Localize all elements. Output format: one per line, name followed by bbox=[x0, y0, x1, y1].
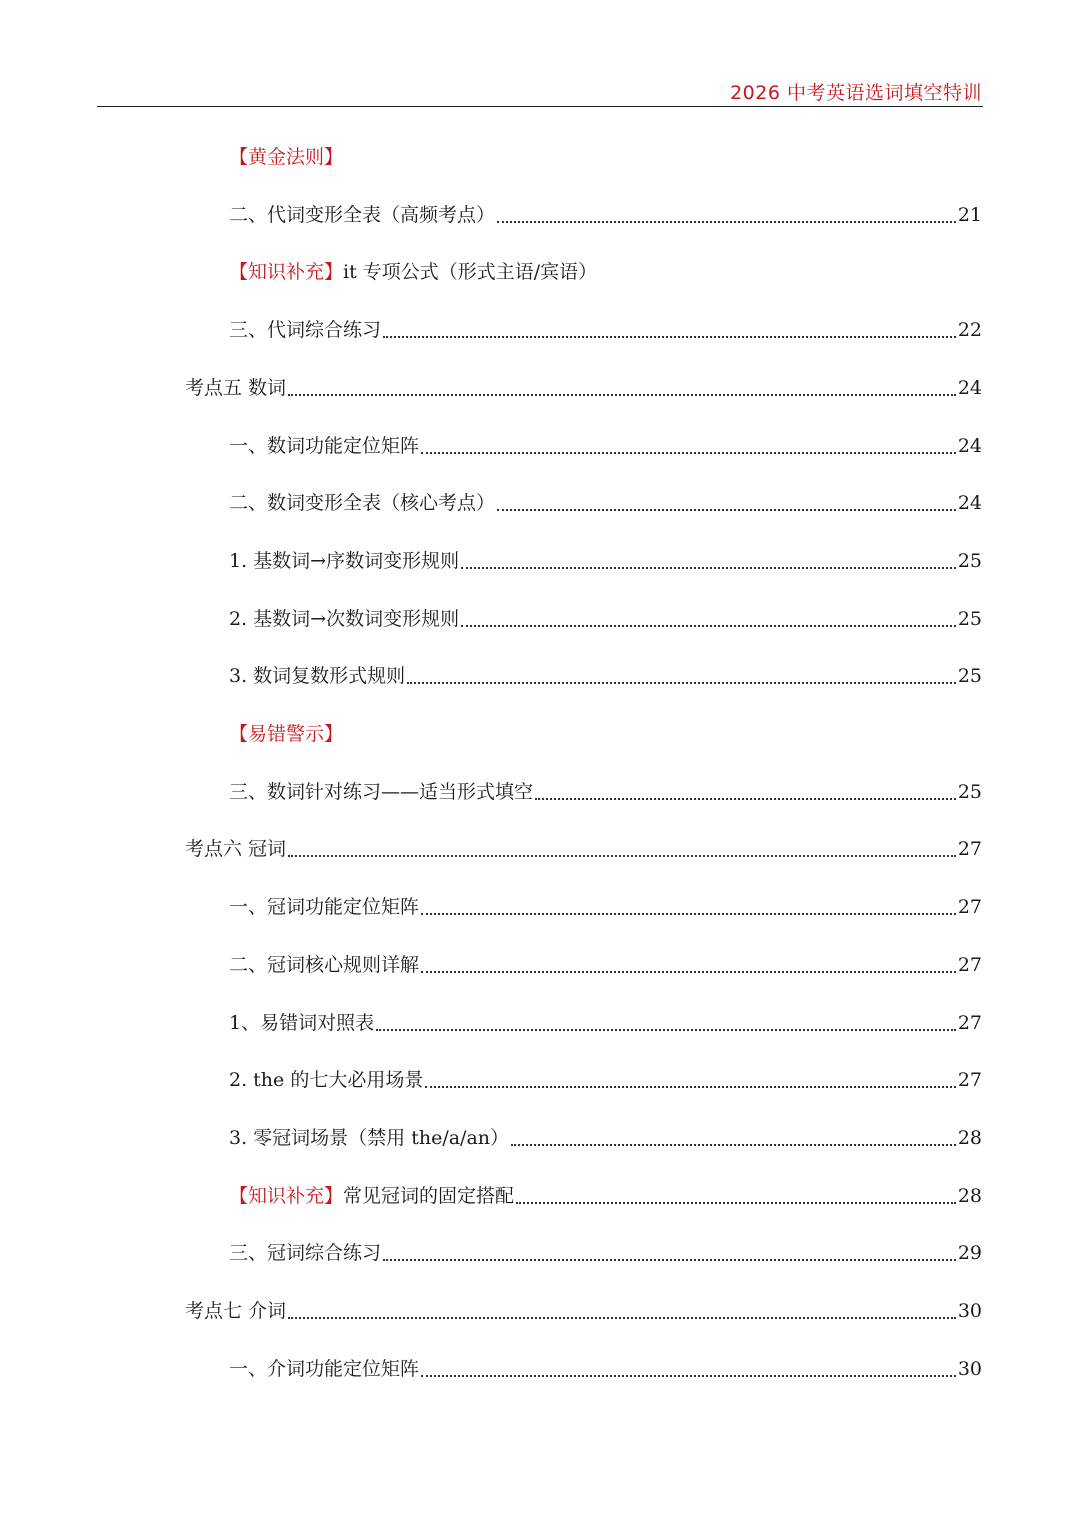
toc-page-number: 24 bbox=[957, 492, 982, 514]
toc-entry-label: 二、数词变形全表（核心考点） bbox=[229, 492, 496, 514]
toc-entry-label: 1. 基数词→序数词变形规则 bbox=[229, 550, 460, 572]
toc-entry[interactable] bbox=[229, 1008, 982, 1038]
toc-dot-leader bbox=[421, 971, 956, 973]
toc-dot-leader bbox=[535, 798, 956, 800]
toc-entry-label: 考点六 冠词 bbox=[185, 838, 287, 860]
toc-entry[interactable] bbox=[229, 200, 982, 230]
toc-entry[interactable] bbox=[229, 142, 343, 172]
toc-entry-label: 一、冠词功能定位矩阵 bbox=[229, 896, 420, 918]
toc-entry[interactable] bbox=[229, 257, 597, 287]
toc-dot-leader bbox=[421, 913, 956, 915]
toc-entry[interactable] bbox=[229, 1354, 982, 1384]
toc-dot-leader bbox=[383, 336, 956, 338]
toc-entry-label: 一、数词功能定位矩阵 bbox=[229, 435, 420, 457]
toc-dot-leader bbox=[497, 221, 956, 223]
toc-page-number: 24 bbox=[957, 435, 982, 457]
toc-entry[interactable] bbox=[229, 604, 982, 634]
toc-dot-leader bbox=[288, 1317, 956, 1319]
toc-dot-leader bbox=[516, 1202, 956, 1204]
toc-entry-label: 二、代词变形全表（高频考点） bbox=[229, 204, 496, 226]
toc-dot-leader bbox=[288, 394, 956, 396]
toc-dot-leader bbox=[461, 567, 956, 569]
toc-entry[interactable] bbox=[229, 777, 982, 807]
toc-page-number: 25 bbox=[957, 781, 982, 803]
toc-page-number: 27 bbox=[957, 838, 982, 860]
toc-dot-leader bbox=[376, 1029, 956, 1031]
toc-page-number: 25 bbox=[957, 608, 982, 630]
toc-entry-label: 三、代词综合练习 bbox=[229, 319, 382, 341]
toc-section-entry[interactable] bbox=[185, 373, 982, 403]
toc-entry-label: 考点七 介词 bbox=[185, 1300, 287, 1322]
toc-page-number: 30 bbox=[957, 1358, 982, 1380]
toc-dot-leader bbox=[497, 509, 956, 511]
toc-page-number: 25 bbox=[957, 665, 982, 687]
toc-entry[interactable] bbox=[229, 1065, 982, 1095]
toc-dot-leader bbox=[383, 1259, 956, 1261]
toc-page-number: 29 bbox=[957, 1242, 982, 1264]
toc-entry[interactable] bbox=[229, 431, 982, 461]
toc-entry-label: 3. 零冠词场景（禁用 the/a/an） bbox=[229, 1127, 510, 1149]
toc-entry-label: 一、介词功能定位矩阵 bbox=[229, 1358, 420, 1380]
toc-dot-leader bbox=[511, 1144, 956, 1146]
toc-dot-leader bbox=[425, 1086, 955, 1088]
toc-section-entry[interactable] bbox=[185, 1296, 982, 1326]
toc-entry-tag: 【知识补充】 bbox=[229, 1185, 344, 1207]
toc-entry[interactable] bbox=[229, 546, 982, 576]
toc-dot-leader bbox=[461, 625, 956, 627]
toc-entry-label: 常见冠词的固定搭配 bbox=[343, 1185, 515, 1207]
toc-page-number: 25 bbox=[957, 550, 982, 572]
toc-page-number: 28 bbox=[957, 1127, 982, 1149]
toc-entry-tag: 【易错警示】 bbox=[229, 723, 344, 745]
toc-page-number: 30 bbox=[957, 1300, 982, 1322]
toc-page-number: 28 bbox=[957, 1185, 982, 1207]
toc-entry-label: 2. the 的七大必用场景 bbox=[229, 1069, 424, 1091]
toc-entry-tag: 【知识补充】 bbox=[229, 261, 344, 283]
running-header-title: 2026 中考英语选词填空特训 bbox=[730, 82, 982, 104]
toc-entry-label: 3. 数词复数形式规则 bbox=[229, 665, 406, 687]
toc-entry-label: it 专项公式（形式主语/宾语） bbox=[343, 261, 598, 283]
toc-page-number: 27 bbox=[957, 1012, 982, 1034]
header-divider bbox=[97, 106, 983, 107]
toc-entry-label: 三、冠词综合练习 bbox=[229, 1242, 382, 1264]
toc-entry[interactable] bbox=[229, 661, 982, 691]
toc-entry[interactable] bbox=[229, 315, 982, 345]
toc-page-number: 27 bbox=[957, 954, 982, 976]
toc-entry-label: 1、易错词对照表 bbox=[229, 1012, 375, 1034]
toc-page-number: 24 bbox=[957, 377, 982, 399]
toc-dot-leader bbox=[421, 452, 956, 454]
toc-page-number: 27 bbox=[957, 1069, 982, 1091]
toc-entry-label: 考点五 数词 bbox=[185, 377, 287, 399]
toc-entry[interactable] bbox=[229, 1123, 982, 1153]
toc-dot-leader bbox=[421, 1375, 956, 1377]
toc-page-number: 21 bbox=[957, 204, 982, 226]
toc-dot-leader bbox=[407, 682, 956, 684]
toc-entry[interactable] bbox=[229, 1238, 982, 1268]
toc-entry-label: 2. 基数词→次数词变形规则 bbox=[229, 608, 460, 630]
toc-section-entry[interactable] bbox=[185, 834, 982, 864]
toc-page-number: 22 bbox=[957, 319, 982, 341]
toc-entry[interactable] bbox=[229, 1181, 982, 1211]
toc-entry-label: 三、数词针对练习——适当形式填空 bbox=[229, 781, 534, 803]
toc-entry[interactable] bbox=[229, 950, 982, 980]
toc-entry-label: 二、冠词核心规则详解 bbox=[229, 954, 420, 976]
toc-entry[interactable] bbox=[229, 488, 982, 518]
toc-dot-leader bbox=[288, 855, 956, 857]
toc-entry[interactable] bbox=[229, 719, 343, 749]
toc-page-number: 27 bbox=[957, 896, 982, 918]
toc-entry-tag: 【黄金法则】 bbox=[229, 146, 344, 168]
toc-entry[interactable] bbox=[229, 892, 982, 922]
